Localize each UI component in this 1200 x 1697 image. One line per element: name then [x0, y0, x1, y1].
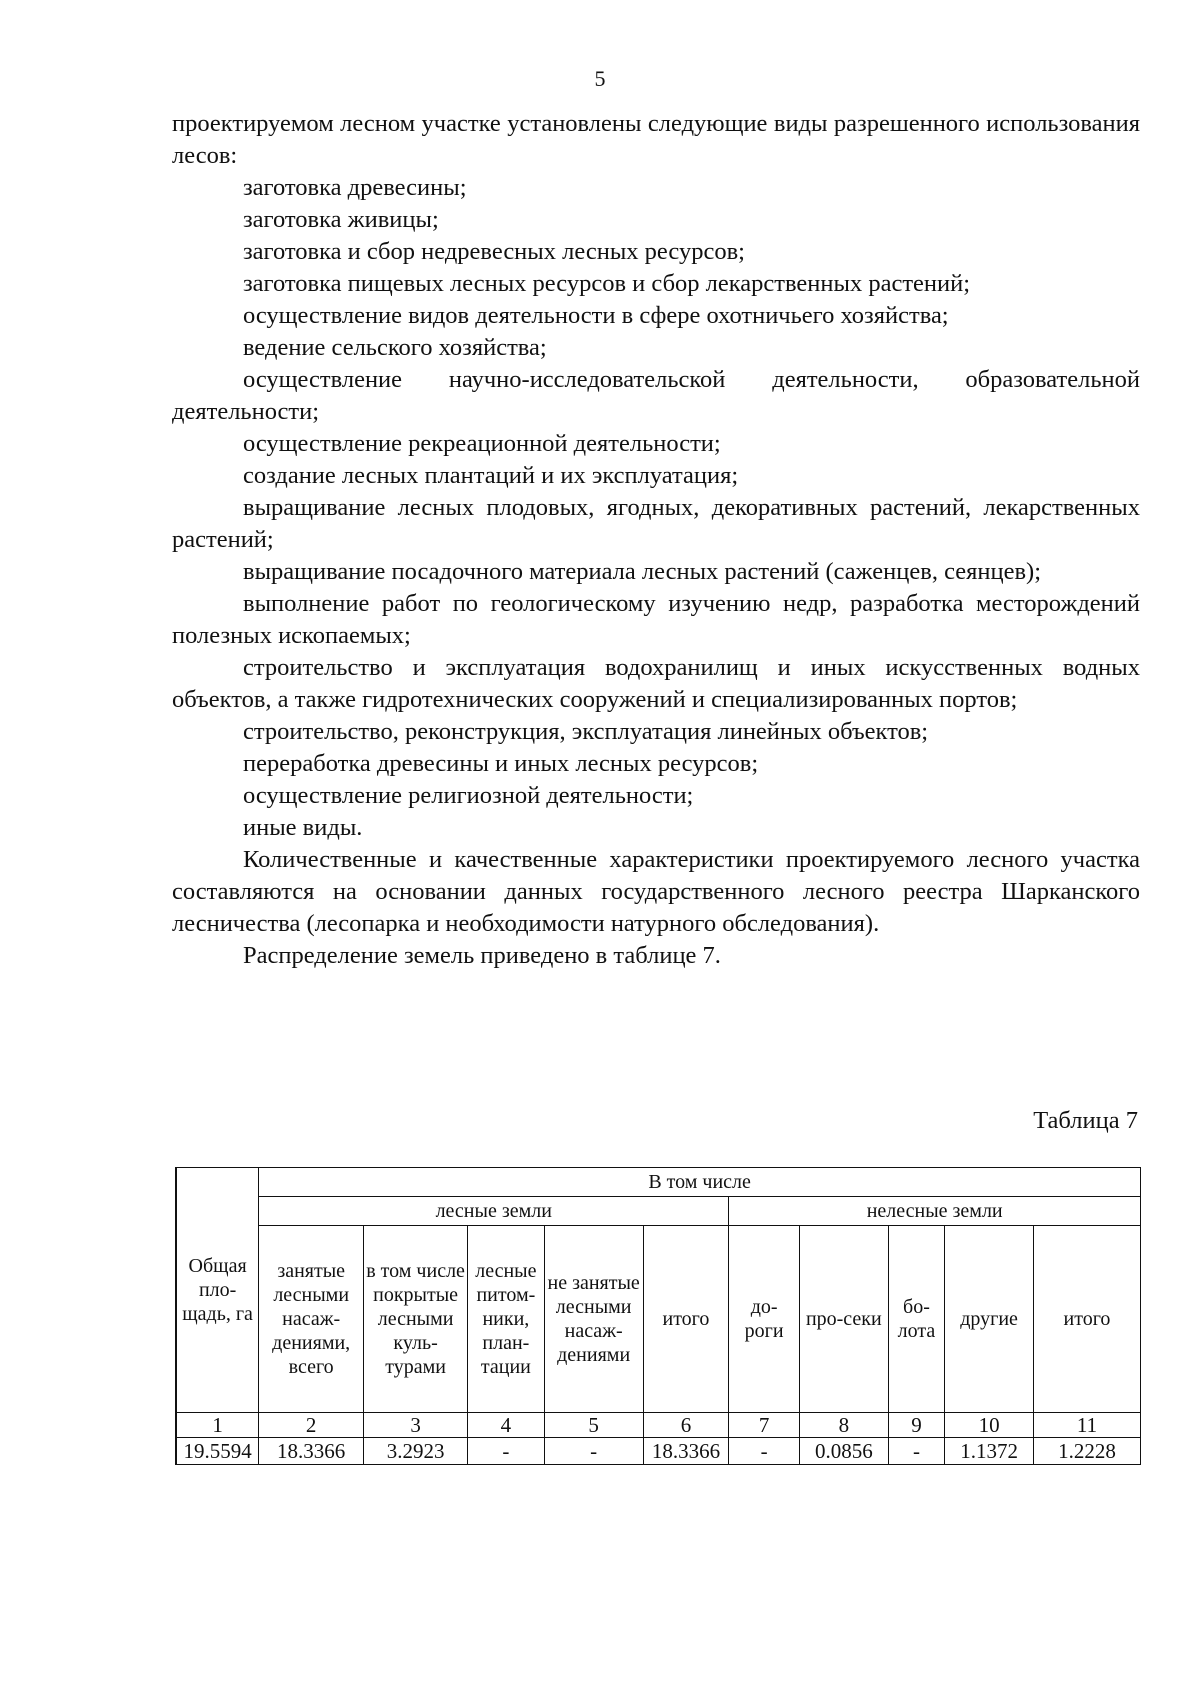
table-cell: 19.5594: [176, 1438, 259, 1465]
column-number-row: [176, 1413, 1141, 1438]
column-header: бо-лота: [888, 1226, 944, 1413]
table-cell: 1.1372: [945, 1438, 1034, 1465]
column-header: другие: [945, 1226, 1034, 1413]
list-item: осуществление религиозной деятельности;: [243, 782, 694, 809]
column-number: 6: [643, 1413, 729, 1438]
column-number: 1: [176, 1413, 259, 1438]
land-distribution-table: [175, 1167, 1141, 1465]
list-item: иные виды.: [243, 814, 363, 841]
column-header: до-роги: [729, 1226, 800, 1413]
column-number: 9: [888, 1413, 944, 1438]
table-caption: Таблица 7: [1033, 1107, 1138, 1134]
column-number: 2: [259, 1413, 364, 1438]
list-item: строительство и эксплуатация водохранилищ и иных искусственных водных объектов, а также гидротехнических сооружений и специализированных портов;: [172, 654, 1140, 713]
table-cell: -: [729, 1438, 800, 1465]
column-number: 4: [468, 1413, 545, 1438]
list-item: выращивание посадочного материала лесных растений (саженцев, сеянцев);: [243, 558, 1042, 585]
table-cell: 1.2228: [1033, 1438, 1140, 1465]
list-item: выполнение работ по геологическому изучению недр, разработка месторождений полезных ископаемых;: [172, 590, 1140, 649]
column-number: 10: [945, 1413, 1034, 1438]
table-cell: 3.2923: [364, 1438, 468, 1465]
table-cell: 18.3366: [643, 1438, 729, 1465]
list-item: осуществление рекреационной деятельности;: [243, 430, 721, 457]
total-area-header: Общая пло-щадь, га: [176, 1168, 259, 1413]
list-item: заготовка и сбор недревесных лесных ресурсов;: [243, 238, 745, 265]
list-item: создание лесных плантаций и их эксплуатация;: [243, 462, 739, 489]
list-item: осуществление видов деятельности в сфере охотничьего хозяйства;: [243, 302, 949, 329]
column-number: 8: [799, 1413, 888, 1438]
forest-lands-header: лесные земли: [259, 1197, 729, 1226]
paragraph: Распределение земель приведено в таблице 7.: [243, 942, 721, 969]
paragraph: проектируемом лесном участке установлены следующие виды разрешенного использования лесов:: [172, 110, 1140, 169]
page-number: 5: [594, 66, 606, 91]
paragraph: Количественные и качественные характеристики проектируемого лесного участка составляются на основании данных государственного лесного реестра Шарканского лесничества (лесопарка и необходимости натурного обследования).: [172, 846, 1140, 937]
column-number: 5: [544, 1413, 643, 1438]
column-number: 11: [1033, 1413, 1140, 1438]
column-header: в том числе покрытые лесными куль-турами: [364, 1226, 468, 1413]
table-cell: 0.0856: [799, 1438, 888, 1465]
list-item: выращивание лесных плодовых, ягодных, декоративных растений, лекарственных растений;: [172, 494, 1140, 553]
list-item: заготовка живицы;: [243, 206, 439, 233]
table-row: [176, 1438, 1141, 1465]
column-header: итого: [1033, 1226, 1140, 1413]
column-header: занятые лесными насаж-дениями, всего: [259, 1226, 364, 1413]
table-cell: 18.3366: [259, 1438, 364, 1465]
column-header: не занятые лесными насаж-дениями: [544, 1226, 643, 1413]
list-item: ведение сельского хозяйства;: [243, 334, 547, 361]
column-header: итого: [643, 1226, 729, 1413]
body-text: [172, 108, 1140, 972]
list-item: заготовка древесины;: [243, 174, 467, 201]
table-cell: -: [544, 1438, 643, 1465]
column-header: про-секи: [799, 1226, 888, 1413]
list-item: заготовка пищевых лесных ресурсов и сбор лекарственных растений;: [243, 270, 971, 297]
column-number: 3: [364, 1413, 468, 1438]
column-header: лесные питом-ники, план-тации: [468, 1226, 545, 1413]
table-cell: -: [888, 1438, 944, 1465]
nonforest-lands-header: нелесные земли: [729, 1197, 1141, 1226]
in-total-header: В том числе: [259, 1168, 1141, 1197]
list-item: строительство, реконструкция, эксплуатация линейных объектов;: [243, 718, 929, 745]
column-number: 7: [729, 1413, 800, 1438]
table-cell: -: [468, 1438, 545, 1465]
list-item: переработка древесины и иных лесных ресурсов;: [243, 750, 759, 777]
list-item: осуществление научно-исследовательской деятельности, образовательной деятельности;: [172, 366, 1140, 425]
